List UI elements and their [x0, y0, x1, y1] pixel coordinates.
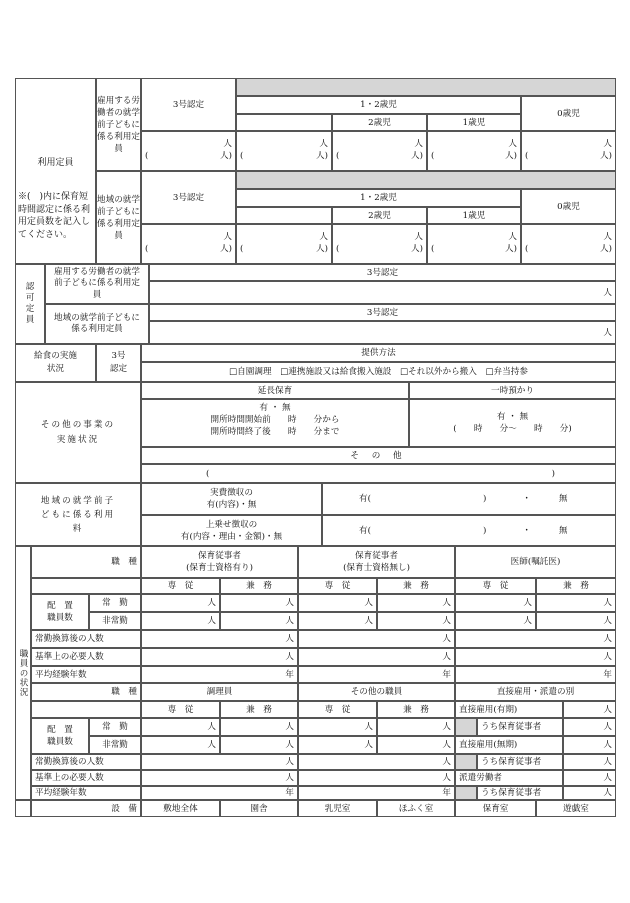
paren-open: ( [240, 244, 244, 254]
staff-doctor: 医師(嘱託医) [455, 546, 616, 578]
capacity-employee-label: 雇用する労働者の就学前子どもに係る利用定員 [96, 78, 141, 171]
facility-site: 敷地全体 [141, 800, 220, 817]
none: 無 [558, 494, 568, 504]
doc-dedicated-header: 専 従 [455, 578, 536, 594]
nq-con-ft-input[interactable]: 人 [220, 594, 298, 612]
nq-years-input[interactable]: 年 [141, 666, 298, 683]
facility-title: 設 備 [31, 800, 141, 817]
staff-employment-type: 直接雇用・派遣の別 [455, 683, 616, 701]
direct-permanent-nurse-label: うち保育従事者 [477, 754, 563, 770]
facility-blank [15, 800, 31, 817]
cap-loc-age0-header: 0歳児 [521, 189, 616, 224]
nq-concurrent-header: 兼 務 [220, 578, 298, 594]
staff-b-converted: 常勤換算後の人数 [31, 754, 141, 770]
staff-b-placed-count: 配 置 職員数 [31, 718, 89, 754]
cap-emp-cert3-header: 3号認定 [141, 78, 236, 131]
fees-title: 地域の就学前子どもに係る利用料 [15, 483, 141, 546]
direct-fixed-nurse-input[interactable]: 人 [563, 718, 616, 736]
unit: 人 [223, 232, 232, 242]
close-paren: ) [482, 525, 487, 536]
unit: 人 [508, 139, 517, 149]
unit: 人 [319, 232, 328, 242]
nu-converted-input[interactable]: 人 [298, 630, 455, 648]
dispatched-label: 派遣労働者 [455, 770, 563, 786]
other-header: そ の 他 [141, 447, 616, 464]
paren-open: ( [336, 151, 340, 161]
cap-loc-age12-blank [236, 207, 332, 224]
close-paren: ) [482, 494, 487, 504]
nu-con-ft-input[interactable]: 人 [377, 594, 455, 612]
capacity-title-cell [15, 78, 96, 264]
cap-emp-age12-header: 1・2歳児 [236, 96, 521, 114]
cap-loc-top-band [236, 171, 616, 189]
cap-loc-age12-input[interactable] [236, 224, 332, 264]
cap-emp-age12-blank [236, 114, 332, 131]
cap-loc-age2-header: 2歳児 [332, 207, 427, 224]
direct-fixed-label: 直接雇用(有期) [455, 701, 563, 718]
staff-title-cell [15, 546, 31, 800]
cap-loc-age1-header: 1歳児 [427, 207, 521, 224]
unit: 人 [223, 139, 232, 149]
other-business-title: その他の事業の実施状況 [15, 382, 141, 483]
facility-building: 園舎 [220, 800, 298, 817]
staff-b-job-type: 職 種 [31, 683, 141, 701]
staff-a-converted: 常勤換算後の人数 [31, 630, 141, 648]
staff-a-job-type-blank [31, 578, 141, 594]
staff-a-parttime: 非常勤 [89, 612, 141, 630]
cap-loc-cert3-header: 3号認定 [141, 171, 236, 224]
paren-open: ( [336, 244, 340, 254]
cook-required-input[interactable]: 人 [141, 770, 298, 786]
nq-ded-ft-input[interactable]: 人 [141, 594, 220, 612]
staff-a-job-type: 職 種 [31, 546, 141, 578]
approved-local-label: 地域の就学前子どもに係る利用定員 [45, 304, 149, 344]
meal-options[interactable]: □自園調理 □連携施設又は給食搬入施設 □それ以外から搬入 □弁当持参 [141, 362, 616, 382]
approved-title: 認可定員 [15, 264, 45, 344]
staff-a-required: 基準上の必要人数 [31, 648, 141, 666]
cook-years-input[interactable]: 年 [141, 786, 298, 800]
staff-b-avg-years: 平均経験年数 [31, 786, 141, 800]
nu-required-input[interactable]: 人 [298, 648, 455, 666]
nq-dedicated-header: 専 従 [141, 578, 220, 594]
paren-close: 人) [505, 151, 517, 161]
doc-con-pt-input[interactable]: 人 [536, 612, 616, 630]
cap-emp-age0-input[interactable] [521, 131, 616, 171]
meal-cert: 3号認定 [96, 344, 141, 382]
facility-nursery-room: 保育室 [455, 800, 536, 817]
paren-close: 人) [411, 244, 423, 254]
fees-actual-input[interactable] [322, 483, 616, 515]
paren-close: 人) [600, 244, 612, 254]
other-input[interactable] [141, 464, 616, 483]
paren-close: 人) [220, 244, 232, 254]
facility-form [15, 78, 616, 817]
facility-infant-room: 乳児室 [298, 800, 377, 817]
unit: 人 [319, 139, 328, 149]
cap-loc-cert3-input[interactable] [141, 224, 236, 264]
nu-years-input[interactable]: 年 [298, 666, 455, 683]
cap-emp-age2-input[interactable] [332, 131, 427, 171]
paren-open: ( [525, 151, 529, 161]
dot: ・ [522, 494, 531, 504]
dispatched-input[interactable]: 人 [563, 770, 616, 786]
gray-indent [455, 754, 477, 770]
extended-start: 開所時間開始前 時 分から [210, 415, 340, 425]
capacity-note: ※( )内に保育短時間認定に係る利用定員数を記入してください。 [18, 192, 91, 240]
paren-close: 人) [600, 151, 612, 161]
paren-open: ( [145, 151, 149, 161]
extended-care-header: 延長保育 [141, 382, 409, 399]
nu-dedicated-header: 専 従 [298, 578, 377, 594]
cap-emp-age0-header: 0歳児 [521, 96, 616, 131]
direct-permanent-label: 直接雇用(無期) [455, 736, 563, 754]
staff-a-placed-count: 配 置 職員数 [31, 594, 89, 630]
temporary-care-details[interactable] [409, 399, 616, 447]
cap-emp-age1-header: 1歳児 [427, 114, 521, 131]
doc-ded-pt-input[interactable]: 人 [455, 612, 536, 630]
temporary-care-header: 一時預かり [409, 382, 616, 399]
staff-title: 職員の状況 [18, 649, 28, 697]
paren-close: 人) [316, 151, 328, 161]
nu-concurrent-header: 兼 務 [377, 578, 455, 594]
nq-converted-input[interactable]: 人 [141, 630, 298, 648]
paren-close: 人) [316, 244, 328, 254]
other-concurrent-header: 兼 務 [377, 701, 455, 718]
paren-close: ) [551, 468, 555, 479]
other-con-ft-input[interactable]: 人 [377, 718, 455, 736]
extended-care-details[interactable] [141, 399, 409, 447]
doc-required-input[interactable]: 人 [455, 648, 616, 666]
none: 無 [558, 525, 568, 536]
temporary-time: ( 時 分～ 時 分) [453, 424, 572, 434]
facility-crawling-room: ほふく室 [377, 800, 455, 817]
staff-b-required: 基準上の必要人数 [31, 770, 141, 786]
paren-close: 人) [505, 244, 517, 254]
other-ded-ft-input[interactable]: 人 [298, 718, 377, 736]
cook-converted-input[interactable]: 人 [141, 754, 298, 770]
doc-years-input[interactable]: 年 [455, 666, 616, 683]
paren-close: 人) [220, 151, 232, 161]
nu-ded-pt-input[interactable]: 人 [298, 612, 377, 630]
staff-b-job-type-blank [31, 701, 141, 718]
paren-open: ( [525, 244, 529, 254]
cook-ded-ft-input[interactable]: 人 [141, 718, 220, 736]
nq-ded-pt-input[interactable]: 人 [141, 612, 220, 630]
approved-loc-input[interactable]: 人 [149, 321, 616, 344]
paren-open: ( [431, 244, 435, 254]
gray-indent [455, 786, 477, 800]
cap-emp-age2-header: 2歳児 [332, 114, 427, 131]
doc-concurrent-header: 兼 務 [536, 578, 616, 594]
cap-emp-age1-input[interactable] [427, 131, 521, 171]
gray-indent [455, 718, 477, 736]
unit: 人 [603, 232, 612, 242]
staff-b-fulltime: 常 勤 [89, 718, 141, 736]
unit: 人 [414, 139, 423, 149]
nu-ded-ft-input[interactable]: 人 [298, 594, 377, 612]
other-ded-pt-input[interactable]: 人 [298, 736, 377, 754]
yes-paren: 有( [359, 494, 371, 504]
extended-end: 開所時間終了後 時 分まで [210, 427, 340, 437]
other-con-pt-input[interactable]: 人 [377, 736, 455, 754]
cap-loc-age12-header: 1・2歳児 [236, 189, 521, 207]
cook-dedicated-header: 専 従 [141, 701, 220, 718]
doc-con-ft-input[interactable]: 人 [536, 594, 616, 612]
meal-title: 給食の実施状況 [15, 344, 96, 382]
nq-required-input[interactable]: 人 [141, 648, 298, 666]
cook-ded-pt-input[interactable]: 人 [141, 736, 220, 754]
cook-concurrent-header: 兼 務 [220, 701, 298, 718]
cook-con-ft-input[interactable]: 人 [220, 718, 298, 736]
other-converted-input[interactable]: 人 [298, 754, 455, 770]
dispatched-nurse-label: うち保育従事者 [477, 786, 563, 800]
staff-a-fulltime: 常 勤 [89, 594, 141, 612]
approved-employee-label: 雇用する労働者の就学前子どもに係る利用定員 [45, 264, 149, 304]
staff-nurse-qualified: 保育従事者 (保育士資格有り) [141, 546, 298, 578]
unit: 人 [414, 232, 423, 242]
staff-a-avg-years: 平均経験年数 [31, 666, 141, 683]
other-years-input[interactable]: 年 [298, 786, 455, 800]
facility-play-room: 遊戯室 [536, 800, 616, 817]
other-dedicated-header: 専 従 [298, 701, 377, 718]
staff-cook: 調理員 [141, 683, 298, 701]
paren-open: ( [240, 151, 244, 161]
nq-con-pt-input[interactable]: 人 [220, 612, 298, 630]
fees-surcharge-label: 上乗せ徴収の 有(内容・理由・金額)・無 [141, 515, 322, 546]
doc-converted-input[interactable]: 人 [455, 630, 616, 648]
staff-other: その他の職員 [298, 683, 455, 701]
fees-actual-label: 実費徴収の 有(内容)・無 [141, 483, 322, 515]
approved-loc-cert3-header: 3号認定 [149, 304, 616, 321]
direct-fixed-nurse-label: うち保育従事者 [477, 718, 563, 736]
unit: 人 [603, 139, 612, 149]
approved-emp-input[interactable]: 人 [149, 281, 616, 304]
cap-loc-age0-input[interactable] [521, 224, 616, 264]
dot: ・ [522, 525, 531, 536]
direct-fixed-input[interactable]: 人 [563, 701, 616, 718]
approved-emp-cert3-header: 3号認定 [149, 264, 616, 281]
direct-permanent-input[interactable]: 人 [563, 736, 616, 754]
cap-loc-age2-input[interactable] [332, 224, 427, 264]
staff-b-parttime: 非常勤 [89, 736, 141, 754]
staff-nurse-unqualified: 保育従事者 (保育士資格無し) [298, 546, 455, 578]
capacity-title: 利用定員 [37, 158, 74, 168]
paren-close: 人) [411, 151, 423, 161]
dispatched-nurse-input[interactable]: 人 [563, 786, 616, 800]
capacity-local-label: 地域の就学前子どもに係る利用定員 [96, 171, 141, 264]
cook-con-pt-input[interactable]: 人 [220, 736, 298, 754]
nu-con-pt-input[interactable]: 人 [377, 612, 455, 630]
meal-method-header: 提供方法 [141, 344, 616, 362]
paren-open: ( [145, 244, 149, 254]
extended-avail: 有 ・ 無 [259, 403, 291, 413]
cap-emp-cert3-input[interactable] [141, 131, 236, 171]
direct-permanent-nurse-input[interactable]: 人 [563, 754, 616, 770]
paren-open: ( [206, 468, 210, 479]
yes-paren: 有( [359, 525, 371, 536]
other-required-input[interactable]: 人 [298, 770, 455, 786]
doc-ded-ft-input[interactable]: 人 [455, 594, 536, 612]
fees-surcharge-input[interactable] [322, 515, 616, 546]
cap-emp-top-band [236, 78, 616, 96]
temporary-avail: 有 ・ 無 [496, 412, 529, 422]
cap-emp-age12-input[interactable] [236, 131, 332, 171]
paren-open: ( [431, 151, 435, 161]
unit: 人 [508, 232, 517, 242]
cap-loc-age1-input[interactable] [427, 224, 521, 264]
